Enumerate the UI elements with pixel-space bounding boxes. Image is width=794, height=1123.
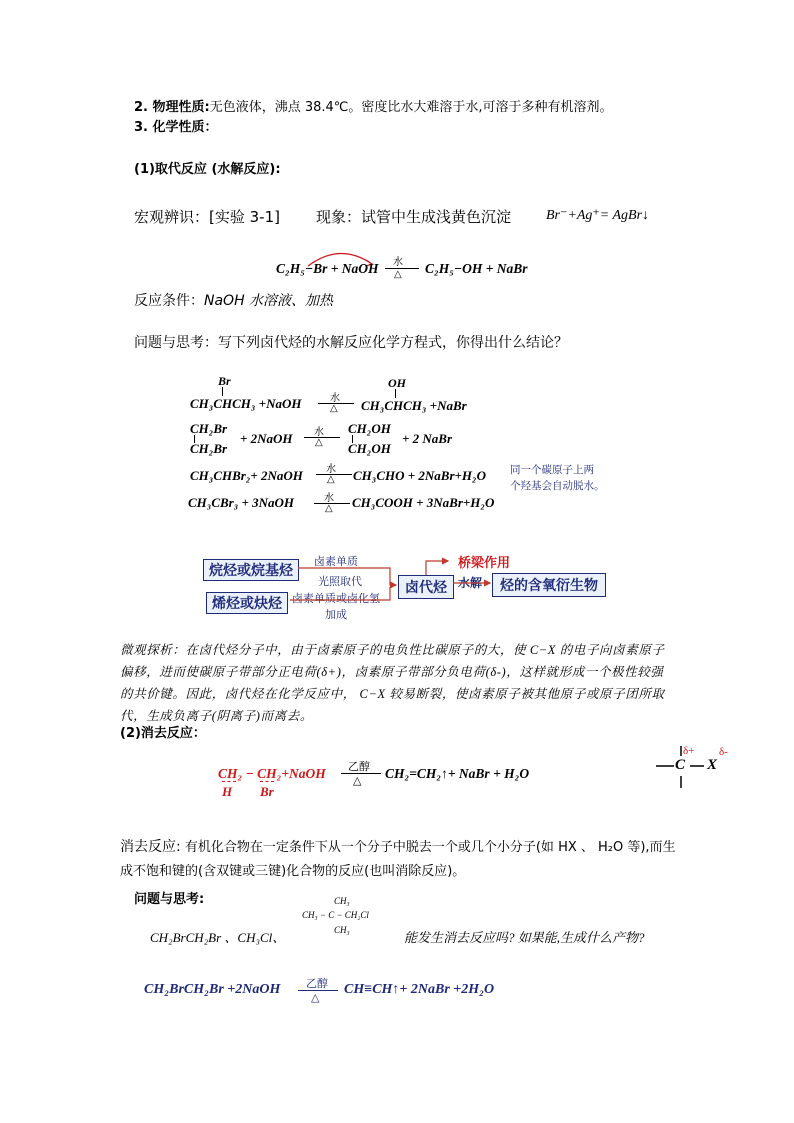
ex2-arrow-top: 水 [314, 427, 324, 438]
box-alkene: 烯烃或炔烃 [206, 592, 288, 614]
polar-c: C [675, 757, 686, 773]
physical-properties-line [134, 96, 613, 115]
elim-eq-right: CH₂=CH₂↑+ NaBr + H₂O [385, 766, 530, 781]
ex4-right: CH₃COOH + 3NaBr+H₂O [352, 495, 495, 510]
hydrolysis-question: 问题与思考：写下列卤代烃的水解反应化学方程式，你得出什么结论？ [134, 335, 568, 351]
box-product: 烃的含氧衍生物 [492, 573, 606, 597]
ex2-left: CH₂Br [190, 441, 228, 456]
ex3-arrow-top: 水 [326, 464, 336, 475]
reaction-arrow [385, 268, 419, 269]
ex3-arrow-bottom: △ [327, 474, 335, 485]
flow-label1-bottom: 光照取代 [318, 575, 362, 588]
box-alkane: 烷烃或烷基烃 [203, 559, 299, 581]
ex3-right: CH₃CHO + 2NaBr+H₂O [353, 468, 486, 483]
delta-minus: δ- [719, 746, 728, 758]
elim-eq-left: CH₂ − CH₂+NaOH [218, 766, 326, 781]
hydrolysis-eq-left: C₂H₅−Br + NaOH [276, 261, 379, 276]
condition-text: NaOH 水溶液、加热 [204, 293, 334, 309]
elim-compounds: CH₂BrCH₂Br 、CH₃Cl、 [150, 930, 286, 945]
arrow-condition-heat: △ [394, 269, 402, 280]
elim-arrow-bottom: △ [353, 774, 362, 787]
elim-arrow-top: 乙醇 [348, 760, 370, 773]
ex1-right-top: OH [388, 376, 406, 390]
flow-arrows [290, 555, 510, 615]
elim-question-text: 能发生消去反应吗? 如果能,生成什么产物? [404, 930, 645, 945]
physical-text: 无色液体，沸点 38.4℃。密度比水大难溶于水,可溶于多种有机溶剂。 [209, 100, 613, 115]
ex3-left: CH₃CHBr₂+ 2NaOH [190, 468, 303, 483]
ex2-mid: + 2NaOH [240, 431, 293, 446]
physical-heading: 2. 物理性质: [134, 100, 210, 115]
flow-hydrolysis-label: 水解 [458, 576, 483, 590]
final-eq-left: CH₂BrCH₂Br +2NaOH [144, 982, 281, 997]
dashed-box [260, 781, 274, 782]
def-label: 消去反应: [120, 839, 181, 855]
elim-sub-h: H [222, 784, 233, 799]
final-arrow-top: 乙醇 [306, 977, 328, 990]
macro-label: 宏观辨识：[实验 3-1] [134, 208, 280, 226]
gem-diol-note [510, 462, 605, 494]
delta-plus: δ+ [683, 745, 695, 757]
def-text: 有机化合物在一定条件下从一个分子中脱去一个或几个小分子(如 HX 、 H₂O 等),而生成不饱和键的(含双键或三键)化合物的反应(也叫消除反应)。 [120, 840, 676, 879]
polar-x: X [707, 757, 718, 773]
ex1-arrow-bottom: △ [330, 403, 338, 414]
ionic-equation: Br⁻+Ag⁺= AgBr↓ [546, 208, 650, 223]
ex2-left-top: CH₂Br [190, 421, 228, 436]
bond-line [222, 387, 223, 396]
ex1-arrow-top: 水 [330, 393, 340, 404]
elim-question-label: 问题与思考: [134, 892, 205, 907]
final-eq-right: CH≡CH↑+ 2NaBr +2H₂O [344, 982, 495, 997]
phenomenon-text: 现象：试管中生成浅黄色沉淀 [316, 208, 512, 226]
ex2-right: CH₂OH [348, 441, 391, 456]
ex4-arrow-top: 水 [324, 493, 334, 504]
ex2-arrow-bottom: △ [315, 437, 323, 448]
elimination-definition [120, 835, 680, 884]
ex4-left: CH₃CBr₃ + 3NaOH [188, 495, 295, 510]
condition-line [134, 290, 333, 310]
note-line2: 个羟基会自动脱水。 [510, 480, 605, 492]
micro-analysis-text: 微观探析：在卤代烃分子中，由于卤素原子的电负性比碳原子的大，使 C−X 的电子向卤素原子偏移，进而使碳原子带部分正电荷(δ+)，卤素原子带部分负电荷(δ-)，这样就形成一个极性较强的共价键。因此，卤代烃在化学反应中， C−X 较易断裂，使卤素原子被其他原子或原子团所取代，生成负离子(阴离子)而离去。 [120, 643, 665, 723]
ex4-arrow-bottom: △ [325, 503, 333, 514]
flow-label2-top: 卤素单质或卤化氢 [292, 592, 380, 605]
dashed-box [222, 781, 236, 782]
polar-bond-diagram [650, 742, 750, 792]
arrow-condition-water: 水 [393, 257, 403, 268]
condition-label: 反应条件： [134, 293, 204, 309]
struct-mid: CH₃ − C − CH₂Cl [302, 910, 369, 920]
chemical-heading: 3. 化学性质： [134, 120, 218, 135]
flow-bridge-label: 桥梁作用 [458, 556, 511, 571]
hydrolysis-eq-right: C₂H₅−OH + NaBr [425, 261, 528, 276]
ex2-tail: + 2 NaBr [402, 431, 453, 446]
substitution-heading: (1)取代反应 (水解反应): [134, 162, 281, 177]
final-arrow-bottom: △ [311, 991, 320, 1004]
elimination-heading: (2)消去反应： [120, 726, 206, 741]
ex1-right: CH₃CHCH₃ +NaBr [361, 398, 467, 413]
box-halide: 卤代烃 [398, 575, 454, 599]
flow-label2-bottom: 加成 [325, 608, 347, 621]
ex1-left-top: Br [218, 374, 231, 388]
ex1-left: CH₃CHCH₃ +NaOH [190, 396, 302, 411]
elim-sub-br: Br [260, 784, 274, 799]
ex2-right-top: CH₂OH [348, 421, 391, 436]
struct-top: CH₃ [334, 896, 350, 906]
note-line1: 同一个碳原子上两 [510, 464, 594, 476]
bond-line [395, 389, 396, 398]
struct-bottom: CH₃ [334, 925, 350, 935]
flow-label1-top: 卤素单质 [314, 555, 358, 568]
